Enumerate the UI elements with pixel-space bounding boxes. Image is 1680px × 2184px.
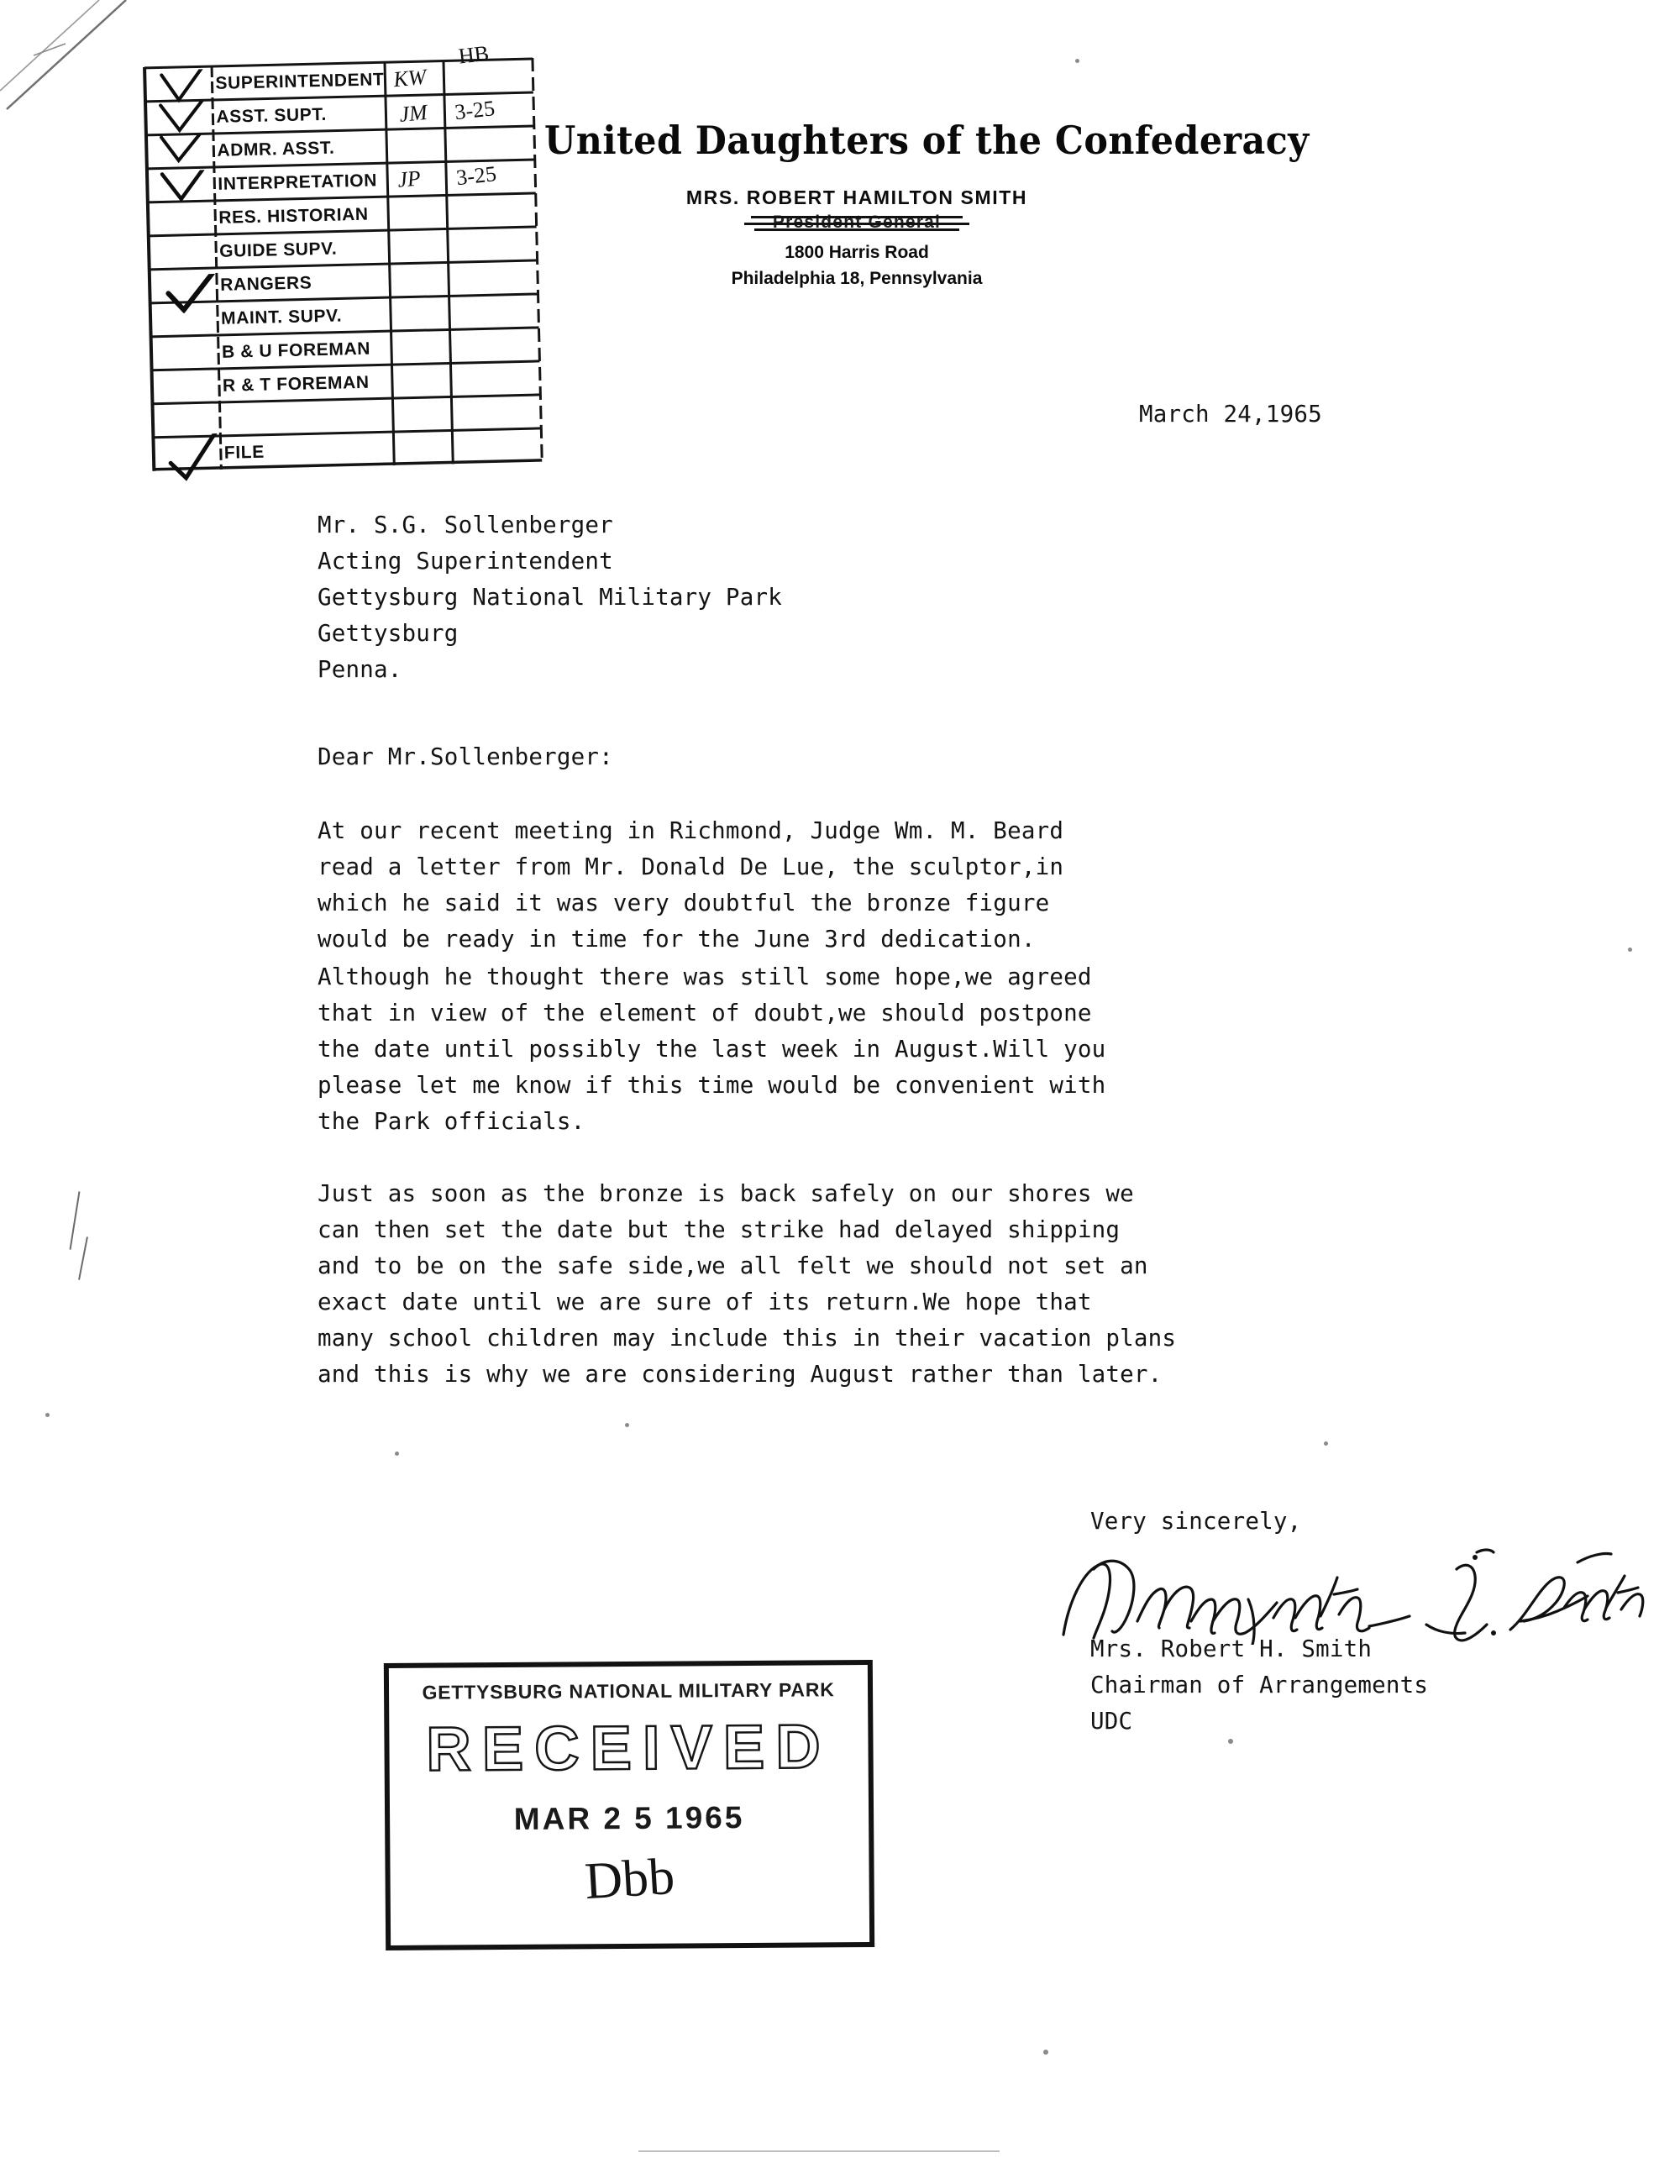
recipient-line-5: Penna. xyxy=(318,656,402,683)
paragraph-3-line-3: and to be on the safe side,we all felt we should not set an xyxy=(318,1252,1148,1279)
routing-corner-mark: HB xyxy=(457,40,491,69)
routing-row-label-asst-supt: ASST. SUPT. xyxy=(216,104,328,127)
scan-speck-c xyxy=(1043,2050,1048,2055)
paragraph-3-line-4: exact date until we are sure of its return.We hope that xyxy=(318,1289,1092,1315)
scan-edge-mark-left-2 xyxy=(78,1236,88,1279)
paragraph-1-line-2: read a letter from Mr. Donald De Lue, the sculptor,in xyxy=(318,853,1064,880)
routing-row-label-maint-supv: MAINT. SUPV. xyxy=(220,306,343,328)
paragraph-2-line-4: please let me know if this time would be convenient with xyxy=(318,1072,1106,1099)
valediction: Very sincerely, xyxy=(1090,1508,1302,1535)
routing-row-label-admr-asst: ADMR. ASST. xyxy=(217,138,335,160)
paragraph-3-line-6: and this is why we are considering August rather than later. xyxy=(318,1361,1163,1388)
letterhead-title-struck xyxy=(521,213,1193,234)
salutation: Dear Mr.Sollenberger: xyxy=(318,743,613,770)
recipient-line-3: Gettysburg National Military Park xyxy=(318,584,782,611)
routing-initials-asst-supt: JM xyxy=(398,99,428,127)
routing-row-label-guide-supv: GUIDE SUPV. xyxy=(218,239,338,261)
routing-initials-interpretation: JP xyxy=(396,165,422,192)
letterhead-city-state: Philadelphia 18, Pennsylvania xyxy=(731,269,983,288)
paragraph-2-line-2: that in view of the element of doubt,we should postpone xyxy=(318,1000,1092,1026)
paragraph-3-line-2: can then set the date but the strike had delayed shipping xyxy=(318,1216,1121,1243)
routing-date-interpretation: 3-25 xyxy=(454,161,498,191)
strikethrough-bar-upper xyxy=(751,216,963,218)
paragraph-2-line-3: the date until possibly the last week in August.Will you xyxy=(318,1036,1106,1063)
signer-title: Chairman of Arrangements xyxy=(1090,1672,1429,1698)
letter-date: March 24,1965 xyxy=(1139,401,1322,428)
routing-checkmark-admr-asst[interactable] xyxy=(158,134,211,167)
stamp-date: MAR 2 5 1965 xyxy=(513,1800,745,1836)
scan-speck-e xyxy=(625,1423,629,1427)
recipient-address-block xyxy=(318,507,782,688)
scan-speck-a xyxy=(1324,1441,1328,1446)
stamp-received-word: RECEIVED xyxy=(426,1711,832,1784)
routing-checkmark-rangers[interactable] xyxy=(161,274,214,307)
letterhead-person-name: MRS. ROBERT HAMILTON SMITH xyxy=(685,186,1028,208)
body-paragraph-2 xyxy=(318,959,1105,1140)
routing-row-label-superintendent: SUPERINTENDENT xyxy=(215,70,385,93)
body-paragraph-1 xyxy=(318,813,1063,958)
paragraph-3-line-5: many school children may include this in their vacation plans xyxy=(318,1325,1177,1352)
letterhead-street: 1800 Harris Road xyxy=(785,243,929,262)
signature-block xyxy=(1090,1631,1428,1740)
stamp-park-name: GETTYSBURG NATIONAL MILITARY PARK xyxy=(422,1678,835,1704)
routing-row-label-bu-foreman: B & U FOREMAN xyxy=(221,339,371,362)
routing-date-asst-supt: 3-25 xyxy=(453,96,496,125)
strikethrough-bar-lower xyxy=(754,228,959,231)
organization-name: United Daughters of the Confederacy xyxy=(544,118,1310,163)
body-paragraph-3 xyxy=(318,1176,1176,1393)
handwritten-signature xyxy=(1057,1544,1645,1645)
paragraph-3-line-1: Just as soon as the bronze is back safely on our shores we xyxy=(318,1180,1134,1207)
paragraph-2-line-5: the Park officials. xyxy=(318,1108,585,1135)
page-bottom-rule xyxy=(638,2150,1000,2152)
stamp-handwritten-initials: Dbb xyxy=(583,1847,676,1911)
paragraph-1-line-3: which he said it was very doubtful the bronze figure xyxy=(318,890,1050,916)
signer-name: Mrs. Robert H. Smith xyxy=(1090,1635,1373,1662)
routing-checkmark-superintendent[interactable] xyxy=(156,69,209,102)
paragraph-1-line-1: At our recent meeting in Richmond, Judge Wm. M. Beard xyxy=(318,817,1064,844)
scan-speck-f xyxy=(395,1452,399,1456)
routing-row-label-interpretation: INTERPRETATION xyxy=(218,171,378,194)
letterhead xyxy=(521,118,1310,289)
routing-checkmark-file[interactable] xyxy=(165,433,218,466)
routing-row-label-rangers: RANGERS xyxy=(219,273,312,295)
routing-row-label-res-historian: RES. HISTORIAN xyxy=(218,204,369,228)
routing-initials-superintendent: KW xyxy=(392,64,428,92)
scan-speck-d xyxy=(45,1413,50,1417)
scan-speck-g xyxy=(1628,948,1632,952)
strikethrough-bar-mid xyxy=(744,223,969,225)
scan-edge-mark-left xyxy=(70,1191,81,1249)
recipient-line-2: Acting Superintendent xyxy=(318,548,613,575)
scan-speck-h xyxy=(1075,59,1079,63)
recipient-line-4: Gettysburg xyxy=(318,620,459,647)
paragraph-1-line-4: would be ready in time for the June 3rd dedication. xyxy=(318,926,1036,953)
signer-organization: UDC xyxy=(1090,1708,1133,1735)
routing-checkmark-interpretation[interactable] xyxy=(159,170,212,202)
routing-row-label-rt-foreman: R & T FOREMAN xyxy=(222,372,370,396)
paragraph-2-line-1: Although he thought there was still some hope,we agreed xyxy=(318,963,1092,990)
recipient-line-1: Mr. S.G. Sollenberger xyxy=(318,512,613,538)
routing-row-label-file: FILE xyxy=(223,442,265,463)
routing-checkmark-asst-supt[interactable] xyxy=(157,101,210,134)
received-stamp xyxy=(384,1660,874,1950)
